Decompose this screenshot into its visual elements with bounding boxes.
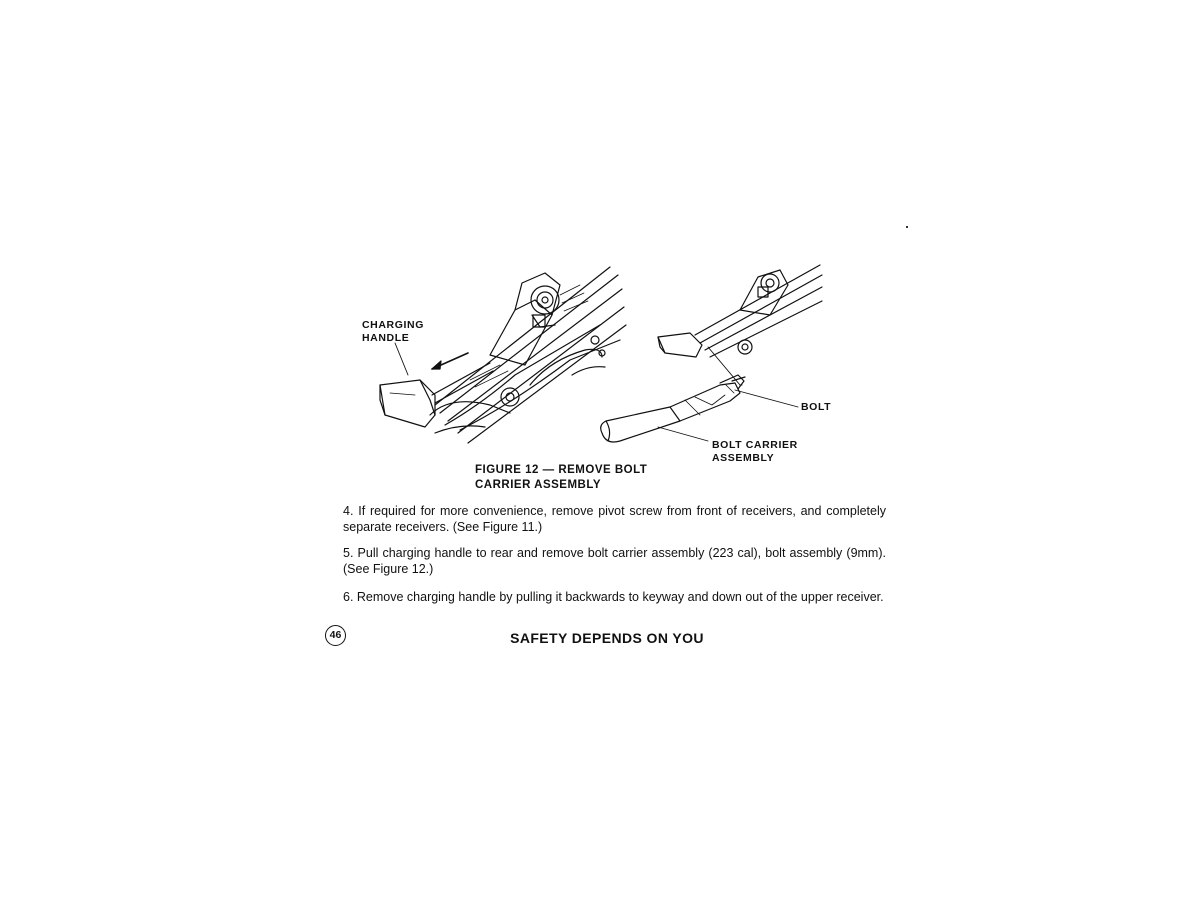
left-rifle-drawing <box>380 267 626 443</box>
charging-handle-label-line1: CHARGING <box>362 319 424 331</box>
bolt-carrier-label-line1: BOLT CARRIER <box>712 439 798 451</box>
bolt-label <box>801 401 831 414</box>
figure-caption <box>475 463 647 493</box>
figure-caption-line1: FIGURE 12 — REMOVE BOLT <box>475 464 648 476</box>
bolt-label-text: BOLT <box>801 401 832 413</box>
bolt-carrier-label <box>712 439 798 465</box>
step-6-text: 6. Remove charging handle by pulling it backwards to keyway and down out of the upper receiver. <box>343 590 884 604</box>
charging-handle-label <box>362 319 424 345</box>
footer-safety-slogan: SAFETY DEPENDS ON YOU <box>510 630 704 646</box>
scan-speck <box>906 226 908 228</box>
figure-caption-line2: CARRIER ASSEMBLY <box>475 479 601 491</box>
right-rifle-drawing <box>601 265 822 442</box>
bolt-carrier-label-line2: ASSEMBLY <box>712 452 775 464</box>
page-number: 46 <box>325 625 346 646</box>
charging-handle-label-line2: HANDLE <box>362 332 410 344</box>
figure-12-illustration <box>340 255 860 470</box>
step-4-text: 4. If required for more convenience, remove pivot screw from front of receivers, and completely separate receivers. (See Figure 11.) <box>343 504 886 534</box>
step-5-text: 5. Pull charging handle to rear and remove bolt carrier assembly (223 cal), bolt assembly (9mm). (See Figure 12.) <box>343 546 886 576</box>
